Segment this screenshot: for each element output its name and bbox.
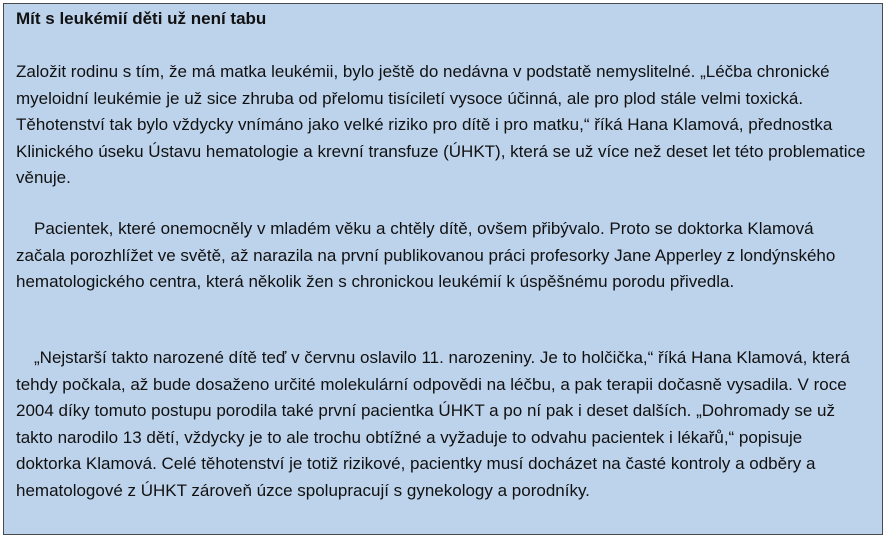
article-paragraph-1 xyxy=(16,59,866,192)
paragraph-3-text: „Nejstarší takto narozené dítě teď v červnu oslavilo 11. narozeniny. Je to holčička,“ říká Hana Klamová, která tehdy počkala, až bude dosaženo určité molekulární odpovědi na léčbu, a pak terapii dočasně vysadila. V roce 2004 díky tomuto postupu porodila také první pacientka ÚHKT a po ní pak i deset dalších. „Dohromady se už takto narodilo 13 dětí, vždycky je to ale trochu obtížné a vyžaduje to odvahu pacientek i lékařů,“ popisuje doktorka Klamová. Celé těhotenství je totiž rizikové, pacientky musí docházet na časté kontroly a odběry a hematologové z ÚHKT zároveň úzce spolupracují s gynekology a porodníky. xyxy=(16,348,850,500)
paragraph-1-text: Založit rodinu s tím, že má matka leukémii, bylo ještě do nedávna v podstatě nemyslitelné. „Léčba chronické myeloidní leukémie je už sice zhruba od přelomu tisíciletí vysoce účinná, ale pro plod stále velmi toxická. Těhotenství tak bylo vždycky vnímáno jako velké riziko pro dítě i pro matku,“ říká Hana Klamová, přednostka Klinického úseku Ústavu hematologie a krevní transfuze (ÚHKT), která se už více než deset let této problematice věnuje. xyxy=(16,62,866,187)
article-paragraph-3 xyxy=(16,345,866,504)
article-title: Mít s leukémií děti už není tabu xyxy=(16,9,267,28)
article-box xyxy=(3,3,883,535)
article-paragraph-2 xyxy=(16,216,866,296)
paragraph-2-text: Pacientek, které onemocněly v mladém věku a chtěly dítě, ovšem přibývalo. Proto se doktorka Klamová začala porozhlížet ve světě, až narazila na první publikovanou práci profesorky Jane Apperley z londýnského hematologického centra, která několik žen s chronickou leukémií k úspěšnému porodu přivedla. xyxy=(16,219,836,291)
